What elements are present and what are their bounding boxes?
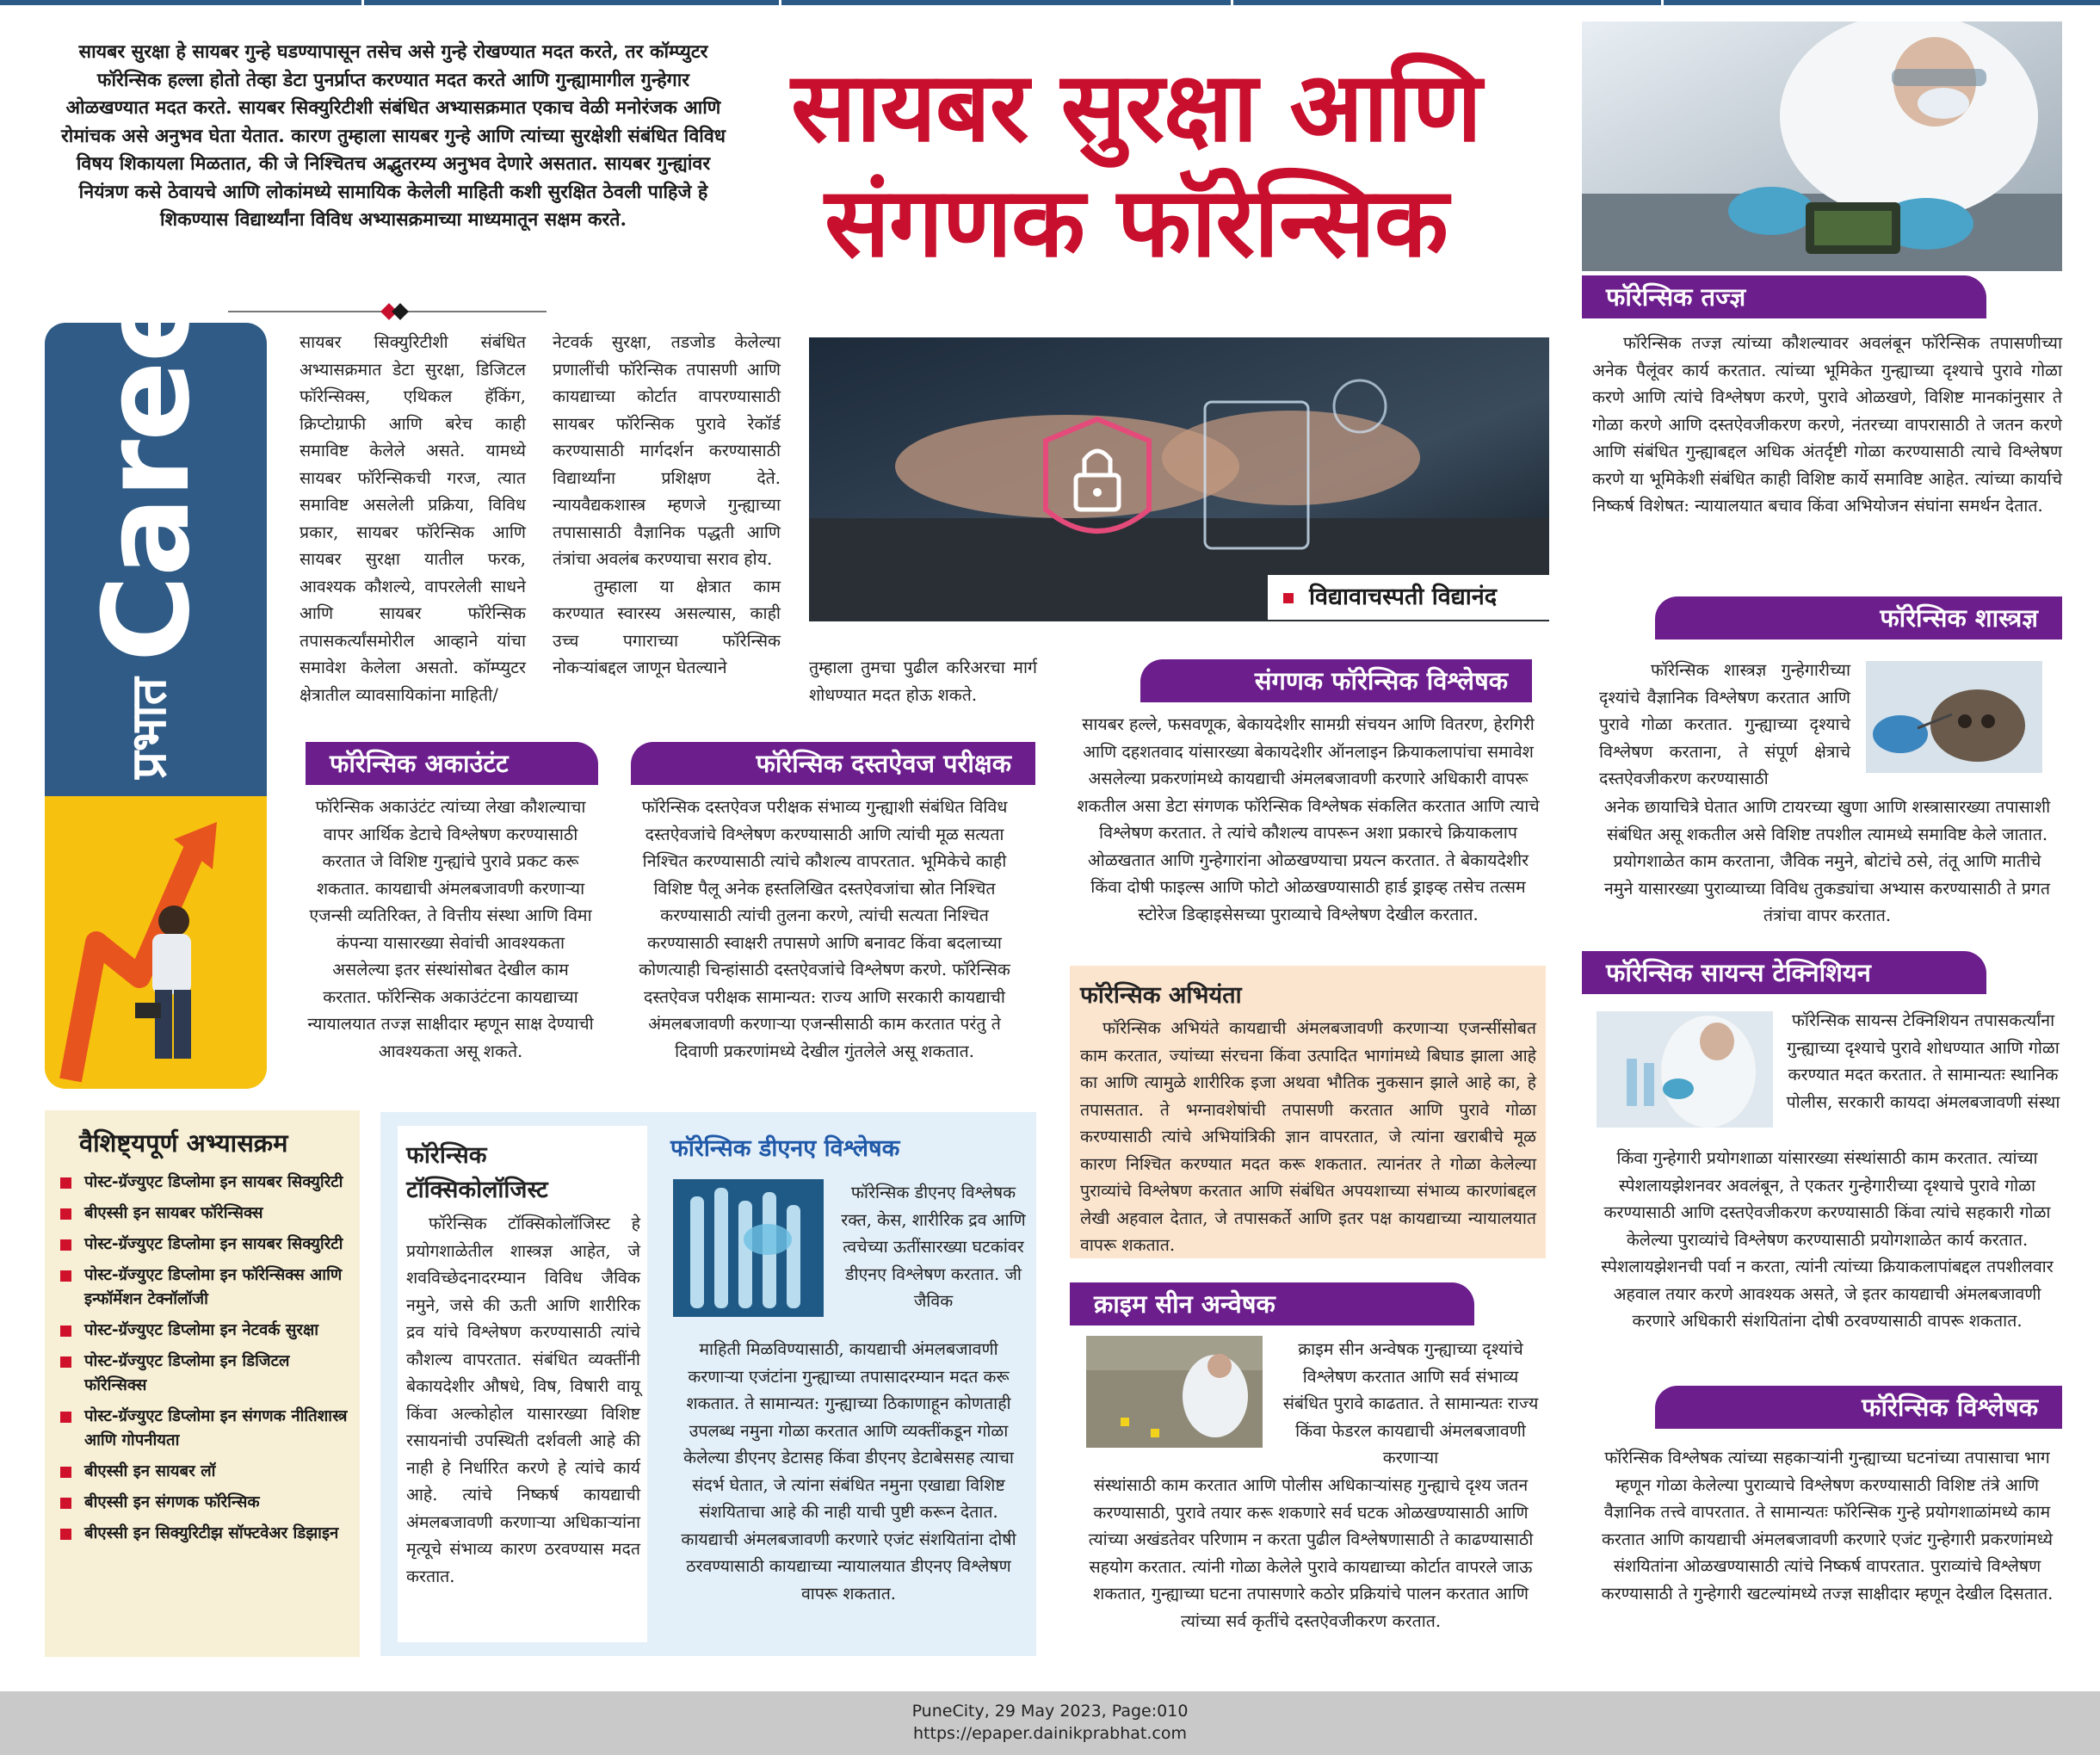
toxicologist-title-1: फॉरेन्सिक xyxy=(406,1142,487,1169)
dna-text-a: फॉरेन्सिक डीएनए विश्लेषक रक्त, केस, शारीरिक द्रव आणि त्वचेच्या ऊतींसारख्या घटकांवर डीएनए विश्लेषण करतात. जी जैविक xyxy=(841,1183,1026,1311)
document-examiner-text: फॉरेन्सिक दस्तऐवज परीक्षक संभाव्य गुन्ह्याशी संबंधित विविध दस्तऐवजांचे विश्लेषण करण्यासाठी आणि त्यांची मूळ सत्यता निश्चित करण्यासाठी त्यांचे कौशल्य वापरतात. भूमिकेचे काही विशिष्ट पैलू अनेक हस्तलिखित दस्तऐवजांचा स्रोत निश्चित करण्यासाठी त्यांची तुलना करणे, त्यांची सत्यता निश्चित करण्यासाठी स्वाक्षरी तपासणे आणि बनावट किंवा बदलाच्या कोणत्याही चिन्हांसाठी दस्तऐवजांचे विश्लेषण करणे. फॉरेन्सिक दस्तऐवज परीक्षक सामान्यत: राज्य आणि सरकारी कायद्याची अंमलबजावणी करणाऱ्या एजन्सीसाठी काम करतात परंतु ते दिवाणी प्रकरणांमध्ये देखील गुंतलेले असू शकतात. xyxy=(639,797,1010,1061)
banner-forensic-expert: फॉरेन्सिक तज्ज्ञ xyxy=(1582,275,1986,318)
footer-edition: PuneCity, 29 May 2023, Page:010 xyxy=(911,1702,1189,1721)
accountant-block xyxy=(306,794,596,1065)
course-bullet-icon xyxy=(60,1356,71,1368)
dna-block-a xyxy=(837,1179,1030,1315)
lead-text-1: सायबर सिक्युरिटीशी संबंधित अभ्यासक्रमात डेटा सुरक्षा, डिजिटल फॉरेन्सिक्स, एथिकल हॅकिंग, क्रिप्टोग्राफी आणि बरेच काही समाविष्ट केलेले असते. यामध्ये सायबर फॉरेन्सिकची गरज, त्यात समाविष्ट असलेली प्रक्रिया, विविध प्रकार, सायबर फॉरेन्सिक आणि सायबर सुरक्षा यातील फरक, आवश्यक कौशल्ये, वापरलेली साधने आणि सायबर फॉरेन्सिक तपासकर्त्यांसमोरील आव्हाने यांचा समावेश केलेला असतो. कॉम्प्युटर क्षेत्रातील व्यावसायिकांना माहिती/ xyxy=(300,332,526,705)
technician-block-a xyxy=(1784,1007,2062,1115)
footer-url[interactable]: https://epaper.dainikprabhat.com xyxy=(913,1724,1187,1743)
crime-scene-block-b xyxy=(1078,1472,1543,1634)
engineer-title: फॉरेन्सिक अभियंता xyxy=(1080,982,1242,1009)
headline xyxy=(740,50,1532,281)
courses-title: वैशिष्ट्यपूर्ण अभ्यासक्रम xyxy=(79,1128,288,1158)
crime-scene-photo xyxy=(1086,1336,1263,1448)
career-sidebar xyxy=(45,226,267,1089)
headline-line-2: संगणक फॉरेन्सिक xyxy=(825,167,1448,279)
dna-text-b: माहिती मिळविण्यासाठी, कायद्याची अंमलबजावणी करणाऱ्या एजंटांना गुन्ह्याच्या तपासादरम्यान मदत करू शकतात. ते सामान्यत: गुन्ह्याच्या ठिकाणाहून कोणताही उपलब्ध नमुना गोळा करतात आणि व्यक्तींकडून गोळा केलेल्या डीएनए डेटासह किंवा डीएनए डेटाबेससह त्याचा संदर्भ घेतात, जे त्यांना संबंधित नमुना एखाद्या विशिष्ट संशयिताचा आहे की नाही याची पुष्टी करून देतात. कायद्याची अंमलबजावणी करणारे एजंट संशयितांना दोषी ठरवण्यासाठी कायद्याच्या न्यायालयात डीएनए विश्लेषण वापरू शकतात. xyxy=(681,1339,1016,1604)
intro-text: सायबर सुरक्षा हे सायबर गुन्हे घडण्यापासून तसेच असे गुन्हे रोखण्यात मदत करते, तर कॉम्प्युटर फॉरेन्सिक हल्ला होतो तेव्हा डेटा पुनर्प्राप्त करण्यात मदत करते आणि गुन्ह्यामागील गुन्हेगार ओळखण्यात मदत करते. सायबर सिक्युरिटीशी संबंधित अभ्यासक्रमात एकाच वेळी मनोरंजक आणि रोमांचक असे अनुभव घेता येतात. कारण तुम्हाला सायबर गुन्हे आणि त्यांच्या सुरक्षेशी संबंधित विविध विषय शिकायला मिळतात, की जे निश्चितच अद्भुतरम्य अनुभव देणारे असतात. सायबर गुन्ह्यांवर नियंत्रण कसे ठेवायचे आणि लोकांमध्ये सामायिक केलेली माहिती कशी सुरक्षित ठेवली पाहिजे हे शिकण्यास विद्यार्थ्यांना विविध अभ्यासक्रमाच्या माध्यमातून सक्षम करते. xyxy=(60,41,726,231)
course-bullet-icon xyxy=(60,1467,71,1478)
career-brand: प्रभात xyxy=(120,677,177,779)
course-bullet-icon xyxy=(60,1177,71,1189)
course-bullet-icon xyxy=(60,1529,71,1540)
top-rule xyxy=(0,0,2100,5)
lead-column-2 xyxy=(553,329,781,682)
toxicologist-title-2: टॉक्सिकोलॉजिस्ट xyxy=(406,1177,548,1203)
intro-block xyxy=(53,39,733,235)
course-bullet-icon xyxy=(60,1498,71,1509)
courses-box xyxy=(45,1110,360,1657)
toxicologist-dna-box xyxy=(380,1112,1036,1656)
course-bullet-icon xyxy=(60,1412,71,1423)
document-examiner-block xyxy=(627,794,1022,1065)
toxicologist-text: फॉरेन्सिक टॉक्सिकोलॉजिस्ट हे प्रयोगशाळेतील शास्त्रज्ञ आहेत, जे शवविच्छेदनादरम्यान विविध जैविक नमुने, जसे की ऊती आणि शारीरिक द्रव यांचे विश्लेषण करण्यासाठी त्यांचे कौशल्य वापरतात. संबंधित व्यक्तींनी बेकायदेशीर औषधे, विष, विषारी वायू किंवा अल्कोहोल यासारख्या विशिष्ट रसायनांची उपस्थिती दर्शवली आहे की नाही हे निर्धारित करणे हे त्यांचे कार्य आहे. त्यांचे निष्कर्ष कायद्याची अंमलबजावणी करणाऱ्या अधिकाऱ्यांना मृत्यूचे संभाव्य कारण ठरवण्यास मदत करतात. xyxy=(406,1214,640,1586)
dna-title: फॉरेन्सिक डीएनए विश्लेषक xyxy=(670,1135,900,1162)
course-item: बीएस्सी इन सायबर लॉ xyxy=(59,1460,351,1484)
divider-diamond-icon xyxy=(392,303,409,320)
course-bullet-icon xyxy=(60,1270,71,1282)
technician-block-b xyxy=(1592,1145,2062,1335)
byline-bullet-icon xyxy=(1283,593,1294,603)
course-item: बीएस्सी इन सिक्युरिटीझ सॉफ्टवेअर डिझाइन xyxy=(59,1522,351,1546)
lead-text-3: तुम्हाला तुमचा पुढील करिअरचा मार्ग शोधण्यात मदत होऊ शकते. xyxy=(809,658,1037,705)
courses-list xyxy=(59,1171,351,1553)
banner-computer-forensic-analyst: संगणक फॉरेन्सिक विश्लेषक xyxy=(1140,659,1532,702)
lead-text-2b: तुम्हाला या क्षेत्रात काम करण्यात स्वारस्य असल्यास, काही उच्च पगाराच्या फॉरेन्सिक नोकऱ्यांबद्दल जाणून घेतल्याने xyxy=(553,576,781,677)
lead-column-1 xyxy=(300,329,526,708)
career-growth-icon xyxy=(45,796,267,1089)
banner-science-technician: फॉरेन्सिक सायन्स टेक्निशियन xyxy=(1582,951,1986,994)
skull-photo xyxy=(1866,661,2042,773)
engineer-text: फॉरेन्सिक अभियंते कायद्याची अंमलबजावणी करणाऱ्या एजन्सींसोबत काम करतात, ज्यांच्या संरचना किंवा उत्पादित भागांमध्ये बिघाड झाला आहे का आणि त्यामुळे शारीरिक इजा अथवा भौतिक नुकसान झाले आहे का, हे तपासतात. ते भग्नावशेषांची तपासणी करतात आणि पुरावे गोळा करण्यासाठी त्यांचे अभियांत्रिकी ज्ञान वापरतात, जे त्यांना खराबीचे मूळ कारण निश्चित करण्यात मदत करू शकतात. त्यानंतर ते गोळा केलेल्या पुराव्यांचे विश्लेषण करतात आणि संबंधित अपयशाच्या संभाव्य कारणांबद्दल लेखी अहवाल देतात, जे तपासकर्ते आणि इतर पक्ष कायद्याच्या न्यायालयात वापरू शकतात. xyxy=(1080,1018,1536,1255)
course-item: बीएस्सी इन संगणक फॉरेन्सिक xyxy=(59,1491,351,1515)
crime-scene-block-a xyxy=(1278,1336,1543,1472)
technician-text-a: फॉरेन्सिक सायन्स टेक्निशियन तपासकर्त्यांना गुन्ह्याच्या दृश्याचे पुरावे शोधण्यात आणि गोळा करण्यात मदत करतात. ते सामान्यतः स्थानिक पोलीस, सरकारी कायदा अंमलबजावणी संस्था xyxy=(1786,1010,2060,1112)
computer-analyst-text: सायबर हल्ले, फसवणूक, बेकायदेशीर सामग्री संचयन आणि वितरण, हेरगिरी आणि दहशतवाद यांसारख्या बेकायदेशीर ऑनलाइन क्रियाकलापांचा समावेश असलेल्या प्रकरणांमध्ये कायद्याची अंमलबजावणी करणारे अधिकारी वापरू शकतील असा डेटा संगणक फॉरेन्सिक विश्लेषक संकलित करतात आणि त्याचे विश्लेषण करतात. ते त्यांचे कौशल्य वापरून अशा प्रकारचे क्रियाकलाप ओळखतात आणि गुन्हेगारांना ओळखण्याचा प्रयत्न करतात. ते बेकायदेशीर किंवा दोषी फाइल्स आणि फोटो ओळखण्यासाठी हार्ड ड्राइव्ह तसेच तत्सम स्टोरेज डिव्हाइसेसच्या पुराव्याचे विश्लेषण देखील करतात. xyxy=(1077,714,1540,924)
lead-column-3 xyxy=(809,654,1037,708)
technician-text-b: किंवा गुन्हेगारी प्रयोगशाळा यांसारख्या संस्थांसाठी काम करतात. त्यांच्या स्पेशलायझेशनवर अवलंबून, ते एकतर गुन्हेगारीच्या दृश्याचे पुरावे गोळा करण्यासाठी आणि दस्तऐवजीकरण करण्यासाठी किंवा त्यांचे सहकारी गोळा केलेल्या पुराव्यांचे विश्लेषण करण्यासाठी प्रयोगशाळेत कार्य करतात. स्पेशलायझेशनची पर्वा न करता, त्यांनी त्यांच्या क्रियाकलापांबद्दल तपशीलवार अहवाल तयार करणे आवश्यक असते, जे इतर कायद्याची अंमलबजावणी करणारे अधिकारी संशयितांना दोषी ठरवण्यासाठी वापरू शकतात. xyxy=(1601,1148,2054,1331)
banner-forensic-analyst: फॉरेन्सिक विश्लेषक xyxy=(1655,1386,2062,1429)
dna-block-b xyxy=(671,1336,1026,1607)
course-item: पोस्ट-ग्रॅज्युएट डिप्लोमा इन फॉरेन्सिक्स आणि इन्फॉर्मेशन टेक्नॉलॉजी xyxy=(59,1264,351,1312)
forensic-scientist-block-a xyxy=(1599,657,1850,793)
forensic-scientist-text-b: अनेक छायाचित्रे घेतात आणि टायरच्या खुणा आणि शस्त्रासारख्या तपासाशी संबंधित असू शकतील असे विशिष्ट तपशील त्यामध्ये समाविष्ट केले जातात. प्रयोगशाळेत काम करताना, जैविक नमुने, बोटांचे ठसे, तंतू आणि मातीचे नमुने यासारख्या पुराव्याच्या विविध तुकड्यांचा अभ्यास करण्यासाठी ते प्रगत तंत्रांचा वापर करतात. xyxy=(1603,797,2051,925)
headline-line-1: सायबर सुरक्षा आणि xyxy=(791,52,1481,164)
banner-forensic-scientist: फॉरेन्सिक शास्त्रज्ञ xyxy=(1655,596,2062,640)
course-item: पोस्ट-ग्रॅज्युएट डिप्लोमा इन सायबर सिक्युरिटी xyxy=(59,1233,351,1257)
course-bullet-icon xyxy=(60,1239,71,1251)
forensic-analyst-text: फॉरेन्सिक विश्लेषक त्यांच्या सहकाऱ्यांनी गुन्ह्याच्या घटनांच्या तपासाचा भाग म्हणून गोळा केलेल्या पुराव्याचे विश्लेषण करण्यासाठी विशिष्ट तंत्रे आणि वैज्ञानिक तत्त्वे वापरतात. ते सामान्यतः फॉरेन्सिक गुन्हे प्रयोगशाळांमध्ये काम करतात आणि कायद्याची अंमलबजावणी करणारे एजंट गुन्हेगारी प्रकरणांमध्ये संशयितांना ओळखण्यासाठी त्यांचे निष्कर्ष वापरतात. पुराव्यांचे विश्लेषण करण्यासाठी ते गुन्हेगारी खटल्यांमध्ये तज्ज्ञ साक्षीदार म्हणून देखील दिसतात. xyxy=(1601,1448,2054,1604)
forensic-scientist-text-a: फॉरेन्सिक शास्त्रज्ञ गुन्हेगारीच्या दृश्यांचे वैज्ञानिक विश्लेषण करतात आणि पुरावे गोळा करतात. गुन्ह्याच्या दृश्याचे विश्लेषण करताना, ते संपूर्ण क्षेत्राचे दस्तऐवजीकरण करण्यासाठी xyxy=(1599,660,1850,788)
banner-forensic-accountant: फॉरेन्सिक अकाउंटंट xyxy=(306,742,598,785)
banner-crime-scene: क्राइम सीन अन्वेषक xyxy=(1070,1282,1474,1326)
byline xyxy=(1268,575,1549,620)
banner-document-examiner: फॉरेन्सिक दस्तऐवज परीक्षक xyxy=(631,742,1035,785)
career-title: Career xyxy=(77,226,216,663)
footer xyxy=(0,1691,2100,1755)
crime-scene-text-b: संस्थांसाठी काम करतात आणि पोलीस अधिकाऱ्यांसह गुन्ह्याचे दृश्य जतन करण्यासाठी, पुरावे तयार करू शकणारे सर्व घटक ओळखण्यासाठी आणि त्यांच्या अखंडतेवर परिणाम न करता पुढील विश्लेषणासाठी ते काढण्यासाठी सहयोग करतात. त्यांनी गोळा केलेले पुरावे कायद्याच्या कोर्टात वापरले जाऊ शकतात, गुन्ह्याच्या घटना तपासणारे कठोर प्रक्रियांचे पालन करतात आणि त्यांच्या सर्व कृतींचे दस्तऐवजीकरण करतात. xyxy=(1088,1475,1534,1631)
scientist-photo xyxy=(1582,22,2062,271)
accountant-text: फॉरेन्सिक अकाउंटंट त्यांच्या लेखा कौशल्याचा वापर आर्थिक डेटाचे विश्लेषण करण्यासाठी करतात जे विशिष्ट गुन्ह्यांचे पुरावे प्रकट करू शकतात. कायद्याची अंमलबजावणी करणाऱ्या एजन्सी व्यतिरिक्त, ते वित्तीय संस्था आणि विमा कंपन्या यासारख्या सेवांची आवश्यकता असलेल्या इतर संस्थांसोबत देखील काम करतात. फॉरेन्सिक अकाउंटंटना कायद्याच्या न्यायालयात तज्ज्ञ साक्षीदार म्हणून साक्ष देण्याची आवश्यकता असू शकते. xyxy=(307,797,594,1061)
lead-text-2: नेटवर्क सुरक्षा, तडजोड केलेल्या प्रणालींची फॉरेन्सिक तपासणी आणि कायद्याच्या कोर्टात वापरण्यासाठी सायबर फॉरेन्सिक पुरावे रेकॉर्ड करण्यासाठी मार्गदर्शन करण्यासाठी विद्यार्थ्यांना प्रशिक्षण देते. न्यायवैद्यकशास्त्र म्हणजे गुन्ह्याच्या तपासासाठी वैज्ञानिक पद्धती आणि तंत्रांचा अवलंब करण्याचा सराव होय. xyxy=(553,332,781,569)
lab-technician-photo xyxy=(1597,1011,1773,1128)
career-word xyxy=(77,227,216,779)
engineer-box xyxy=(1070,966,1546,1258)
course-item: बीएस्सी इन सायबर फॉरेन्सिक्स xyxy=(59,1202,351,1226)
dna-test-tubes-photo xyxy=(673,1179,824,1317)
toxicologist-panel xyxy=(398,1126,647,1642)
course-item: पोस्ट-ग्रॅज्युएट डिप्लोमा इन डिजिटल फॉरेन्सिक्स xyxy=(59,1350,351,1398)
career-sidebar-yellow xyxy=(45,796,267,1089)
forensic-analyst-block xyxy=(1599,1444,2055,1607)
course-bullet-icon xyxy=(60,1208,71,1220)
forensic-expert-block xyxy=(1592,330,2062,520)
course-item: पोस्ट-ग्रॅज्युएट डिप्लोमा इन सायबर सिक्युरिटी xyxy=(59,1171,351,1195)
computer-analyst-block xyxy=(1076,711,1541,928)
course-item: पोस्ट-ग्रॅज्युएट डिप्लोमा इन संगणक नीतिशास्त्र आणि गोपनीयता xyxy=(59,1405,351,1453)
forensic-scientist-block-b xyxy=(1599,794,2055,930)
byline-name: विद्यावाचस्पती विद्यानंद xyxy=(1309,584,1498,610)
forensic-expert-text: फॉरेन्सिक तज्ज्ञ त्यांच्या कौशल्यावर अवलंबून फॉरेन्सिक तपासणीच्या अनेक पैलूंवर कार्य करतात. त्यांच्या भूमिकेत गुन्ह्याच्या दृश्याचे पुरावे गोळा करणे आणि त्यांचे विश्लेषण करणे, पुरावे ओळखणे, विशिष्ट मानकांनुसार ते गोळा करणे आणि दस्तऐवजीकरण करणे, नंतरच्या वापरासाठी ते जतन करणे आणि संबंधित गुन्ह्याबद्दल अधिक अंतर्दृष्टी गोळा करण्यासाठी त्याचे विश्लेषण करणे या भूमिकेशी संबंधित काही विशिष्ट कार्ये समाविष्ट आहेत. त्यांच्या कार्याचे निष्कर्ष विशेषत: न्यायालयात बचाव किंवा अभियोजन संघांना समर्थन देतात. xyxy=(1592,333,2062,516)
crime-scene-text-a: क्राइम सीन अन्वेषक गुन्ह्याच्या दृश्यांचे विश्लेषण करतात आणि सर्व संभाव्य संबंधित पुरावे काढतात. ते सामान्यतः राज्य किंवा फेडरल कायद्याची अंमलबजावणी करणाऱ्या xyxy=(1282,1339,1539,1468)
course-bullet-icon xyxy=(60,1326,71,1337)
course-item: पोस्ट-ग्रॅज्युएट डिप्लोमा इन नेटवर्क सुरक्षा xyxy=(59,1319,351,1343)
